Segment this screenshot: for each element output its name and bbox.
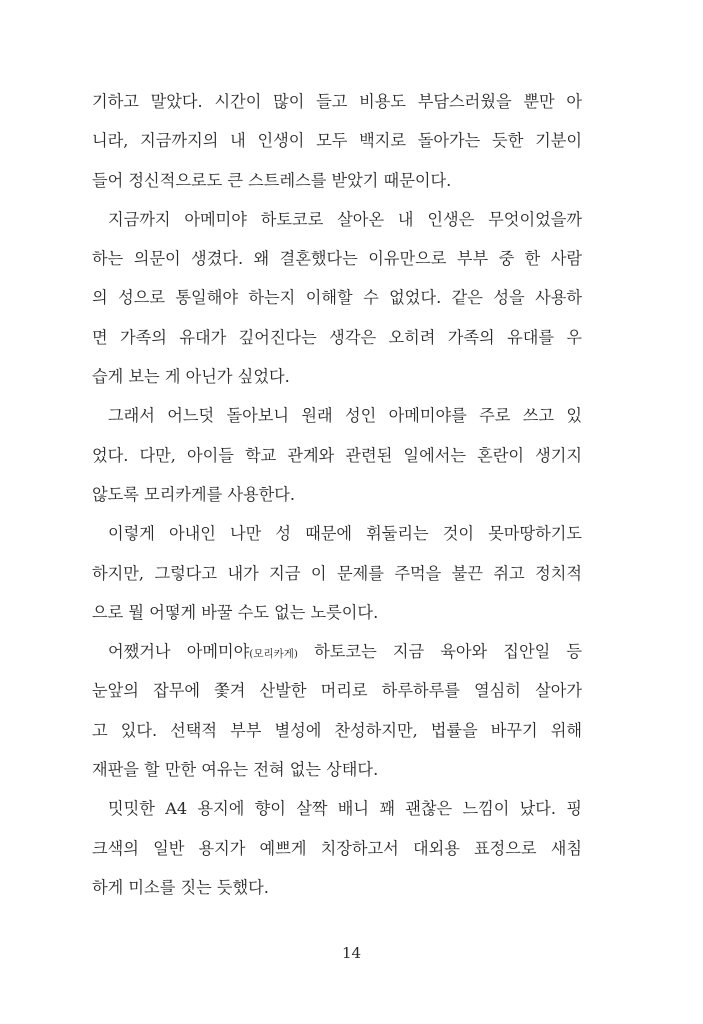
text-line: 재판을 할 만한 여유는 전혀 없는 상태다. bbox=[92, 760, 379, 780]
text-line: 니라, 지금까지의 내 인생이 모두 백지로 돌아가는 듯한 기분이 bbox=[92, 131, 582, 151]
text-line: 하지만, 그렇다고 내가 지금 이 문제를 주먹을 불끈 쥐고 정치적 bbox=[92, 563, 582, 583]
body-text bbox=[92, 82, 582, 907]
text-line: 하는 의문이 생겼다. 왜 결혼했다는 이유만으로 부부 중 한 사람 bbox=[92, 249, 582, 269]
text-line: 으로 뭘 어떻게 바꿀 수도 없는 노릇이다. bbox=[92, 602, 379, 622]
text-line: 눈앞의 잡무에 쫓겨 산발한 머리로 하루하루를 열심히 살아가 bbox=[92, 681, 582, 701]
text-line: 기하고 말았다. 시간이 많이 들고 비용도 부담스러웠을 뿐만 아 bbox=[92, 92, 582, 111]
text-segment: 하토코는 지금 육아와 집안일 등 bbox=[298, 642, 582, 662]
text-line: 들어 정신적으로도 큰 스트레스를 받았기 때문이다. bbox=[92, 170, 452, 190]
text-line: 었다. 다만, 아이들 학교 관계와 관련된 일에서는 혼란이 생기지 bbox=[92, 445, 582, 465]
paragraph-start-line bbox=[92, 632, 582, 671]
page-number: 14 bbox=[341, 944, 362, 962]
text-line: 않도록 모리카게를 사용한다. bbox=[92, 484, 296, 504]
text-line: 크색의 일반 용지가 예쁘게 치장하고서 대외용 표정으로 새침 bbox=[92, 838, 582, 858]
text-line: 습게 보는 게 아닌가 싶었다. bbox=[92, 367, 290, 387]
text-line: 면 가족의 유대가 깊어진다는 생각은 오히려 가족의 유대를 우 bbox=[92, 327, 582, 347]
text-line: 고 있다. 선택적 부부 별성에 찬성하지만, 법률을 바꾸기 위해 bbox=[92, 720, 582, 740]
annotation-parenthetical: (모리카게) bbox=[249, 648, 299, 661]
text-line: 의 성으로 통일해야 하는지 이해할 수 없었다. 같은 성을 사용하 bbox=[92, 288, 582, 308]
text-line: 하게 미소를 짓는 듯했다. bbox=[92, 877, 269, 897]
paragraph-start-line: 그래서 어느덧 돌아보니 원래 성인 아메미야를 주로 쓰고 있 bbox=[108, 406, 582, 426]
paragraph-start-line: 이렇게 아내인 나만 성 때문에 휘둘리는 것이 못마땅하기도 bbox=[108, 524, 582, 544]
paragraph-start-line: 지금까지 아메미야 하토코로 살아온 내 인생은 무엇이었을까 bbox=[108, 209, 582, 229]
text-segment: 어쨌거나 아메미야 bbox=[108, 642, 250, 662]
paragraph-start-line: 밋밋한 A4 용지에 향이 살짝 배니 꽤 괜찮은 느낌이 났다. 핑 bbox=[108, 799, 582, 819]
